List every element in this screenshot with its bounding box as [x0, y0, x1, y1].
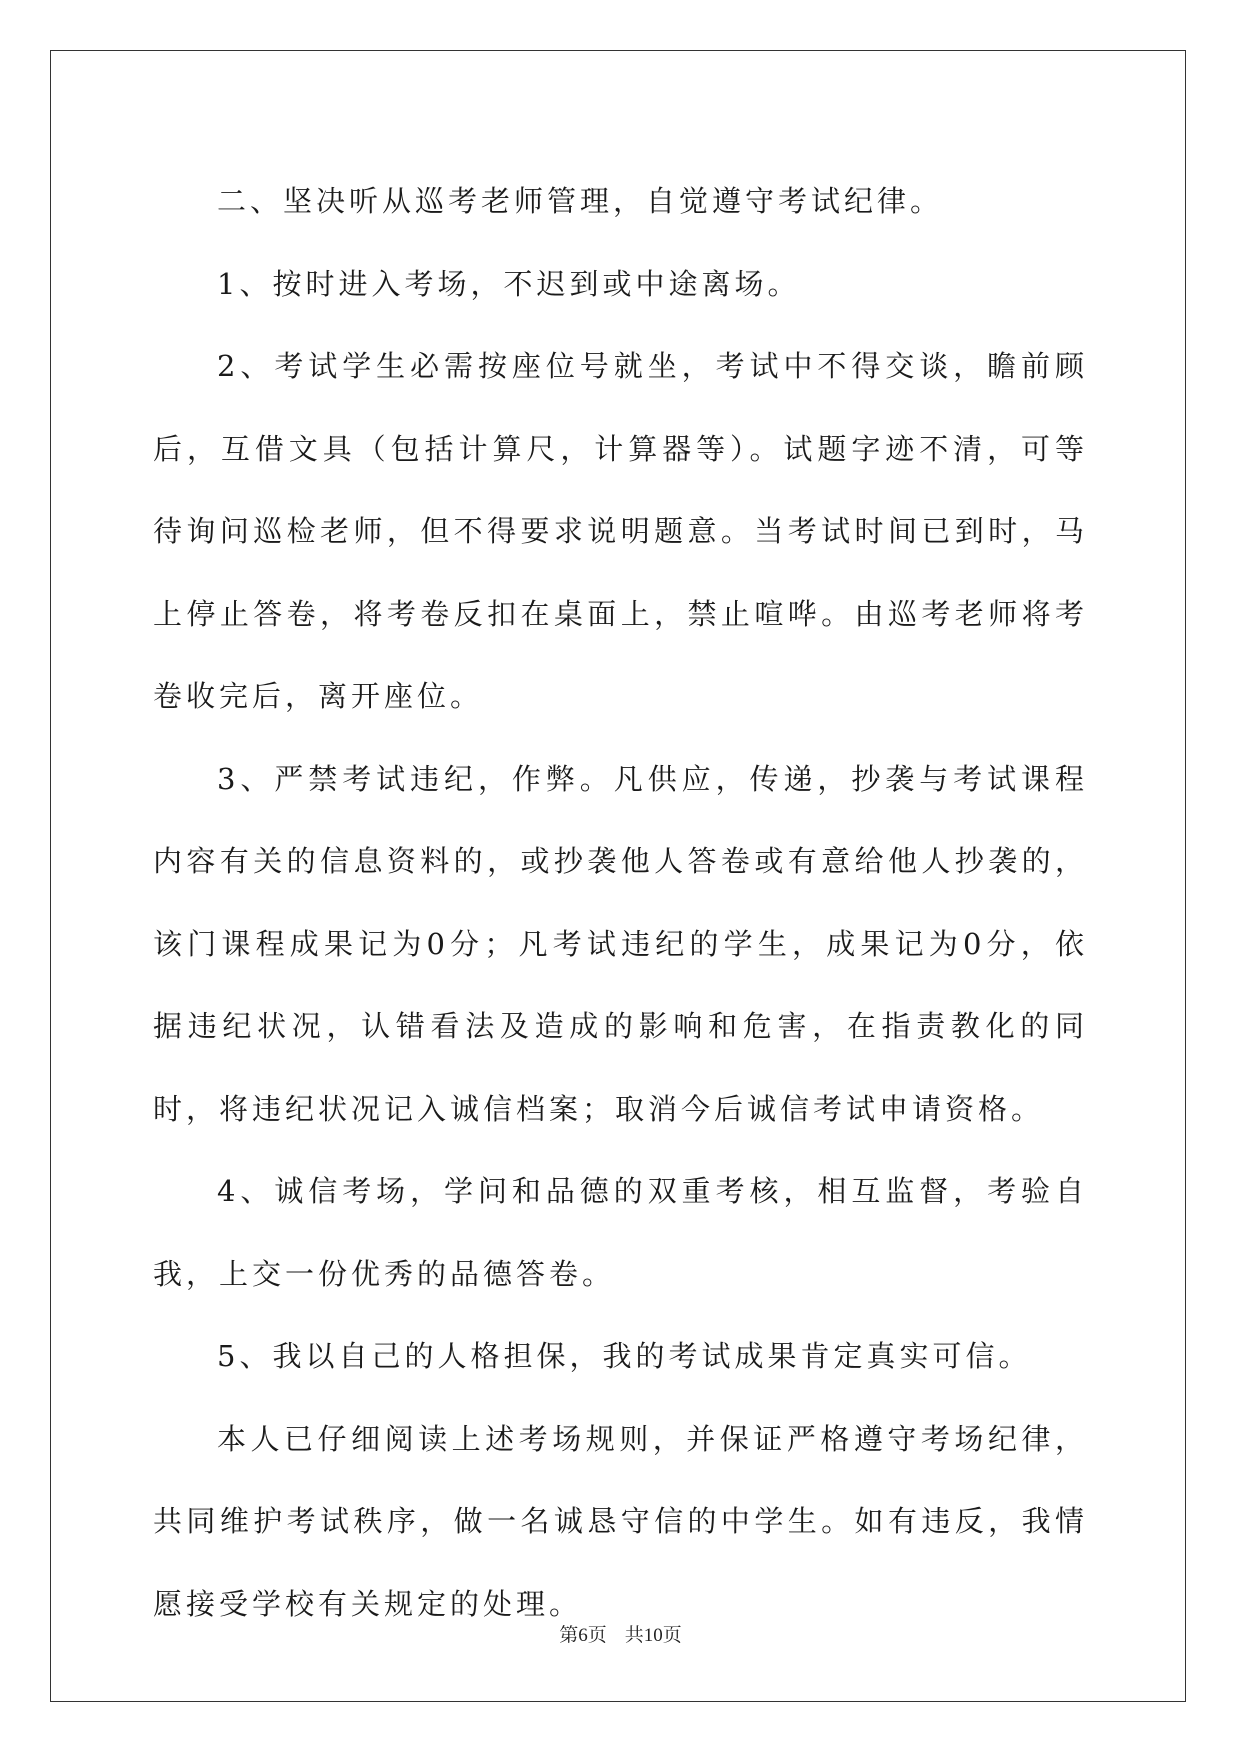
paragraph-rule-4: 4、诚信考场，学问和品德的双重考核，相互监督，考验自我，上交一份优秀的品德答卷。: [153, 1174, 1088, 1291]
paragraph-rule-1: 1、按时进入考场，不迟到或中途离场。: [217, 266, 801, 301]
page-footer: [0, 1620, 1241, 1647]
page-number: 第6页: [559, 1625, 607, 1646]
paragraph-rule-3: 3、严禁考试违纪，作弊。凡供应，传递，抄袭与考试课程内容有关的信息资料的，或抄袭他人答卷或有意给他人抄袭的，该门课程成果记为0分；凡考试违纪的学生，成果记为0分，依据违纪状况，认错看法及造成的影响和危害，在指责教化的同时，将违纪状况记入诚信档案；取消今后诚信考试申请资格。: [153, 761, 1088, 1126]
paragraph-rule-2: 2、考试学生必需按座位号就坐，考试中不得交谈，瞻前顾后，互借文具（包括计算尺，计算器等）。试题字迹不清，可等待询问巡检老师，但不得要求说明题意。当考试时间已到时，马上停止答卷，将考卷反扣在桌面上，禁止喧哗。由巡考老师将考卷收完后，离开座位。: [153, 349, 1088, 713]
paragraph-section-2-heading: 二、坚决听从巡考老师管理，自觉遵守考试纪律。: [217, 184, 944, 218]
paragraph-rule-5: 5、我以自己的人格担保，我的考试成果肯定真实可信。: [217, 1339, 1032, 1373]
document-body: [153, 160, 1088, 1645]
paragraph-pledge: 本人已仔细阅读上述考场规则，并保证严格遵守考场纪律，共同维护考试秩序，做一名诚恳守信的中学生。如有违反，我情愿接受学校有关规定的处理。: [153, 1421, 1088, 1621]
page-total: 共10页: [624, 1625, 682, 1646]
